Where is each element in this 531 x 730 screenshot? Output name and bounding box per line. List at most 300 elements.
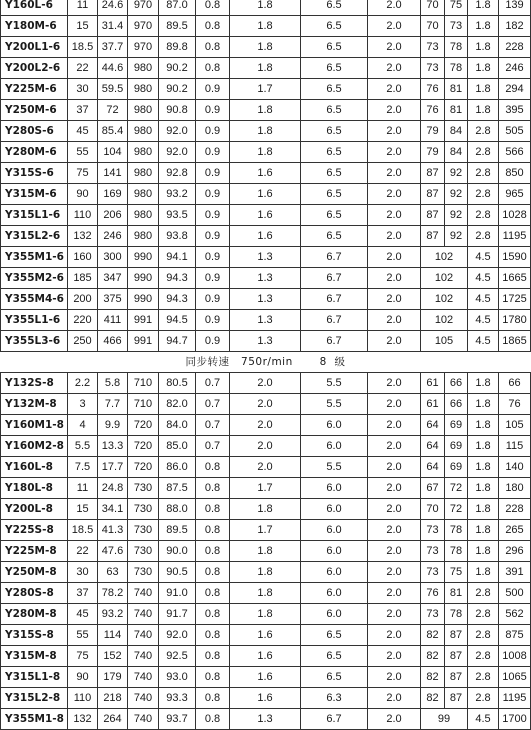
value-cell: 2.0 (368, 394, 421, 415)
value-cell: 0.8 (196, 688, 230, 709)
value-cell: 0.8 (196, 709, 230, 730)
value-cell: 93.7 (159, 709, 196, 730)
value-cell: 5.5 (68, 436, 98, 457)
value-cell: 92 (445, 226, 468, 247)
value-cell: 2.0 (368, 184, 421, 205)
table-row (1, 457, 531, 478)
value-cell: 730 (128, 478, 159, 499)
value-cell: 92 (445, 205, 468, 226)
value-cell: 1.7 (230, 79, 301, 100)
value-cell: 1.7 (230, 478, 301, 499)
value-cell: 2.2 (68, 373, 98, 394)
value-cell: 66 (445, 373, 468, 394)
value-cell: 2.0 (368, 289, 421, 310)
model-cell: Y132M-8 (1, 394, 68, 415)
value-cell: 94.3 (159, 289, 196, 310)
value-cell: 991 (128, 331, 159, 352)
table-row (1, 625, 531, 646)
value-cell: 2.0 (368, 625, 421, 646)
value-cell: 82 (421, 667, 445, 688)
value-cell: 78 (445, 541, 468, 562)
value-cell: 90.5 (159, 562, 196, 583)
value-cell: 1008 (499, 646, 531, 667)
model-cell: Y280S-6 (1, 121, 68, 142)
value-cell: 0.9 (196, 163, 230, 184)
value-cell: 73 (421, 58, 445, 79)
value-cell: 110 (68, 205, 98, 226)
value-cell: 18.5 (68, 37, 98, 58)
value-cell: 4.5 (468, 289, 499, 310)
value-cell: 0.9 (196, 310, 230, 331)
table-body (1, 0, 531, 730)
value-cell: 1700 (499, 709, 531, 730)
value-cell: 24.6 (98, 0, 128, 16)
model-cell: Y180M-6 (1, 16, 68, 37)
value-cell: 391 (499, 562, 531, 583)
value-cell: 90.2 (159, 79, 196, 100)
value-cell: 0.9 (196, 184, 230, 205)
value-cell: 0.8 (196, 541, 230, 562)
value-cell: 730 (128, 541, 159, 562)
table-row (1, 583, 531, 604)
table-row (1, 562, 531, 583)
value-cell: 93.5 (159, 205, 196, 226)
value-cell: 15 (68, 499, 98, 520)
value-cell: 1.3 (230, 310, 301, 331)
table-row (1, 226, 531, 247)
model-cell: Y160M1-8 (1, 415, 68, 436)
value-cell: 2.0 (368, 646, 421, 667)
value-cell: 6.0 (301, 415, 368, 436)
value-cell: 73 (421, 562, 445, 583)
value-cell: 87 (421, 184, 445, 205)
value-cell: 990 (128, 289, 159, 310)
value-cell: 0.9 (196, 331, 230, 352)
table-row (1, 142, 531, 163)
value-cell: 2.0 (368, 667, 421, 688)
value-cell: 0.7 (196, 415, 230, 436)
table-row (1, 604, 531, 625)
value-cell: 110 (68, 688, 98, 709)
value-cell: 86.0 (159, 457, 196, 478)
value-cell: 87 (421, 205, 445, 226)
value-cell: 37 (68, 583, 98, 604)
value-cell: 740 (128, 625, 159, 646)
value-cell: 2.0 (230, 436, 301, 457)
value-cell: 265 (499, 520, 531, 541)
value-cell: 980 (128, 184, 159, 205)
value-cell: 87 (445, 646, 468, 667)
table-row (1, 205, 531, 226)
value-cell: 66 (445, 394, 468, 415)
value-cell: 720 (128, 457, 159, 478)
value-cell: 0.8 (196, 520, 230, 541)
value-cell: 6.3 (301, 688, 368, 709)
value-cell: 2.0 (368, 562, 421, 583)
value-cell: 1.3 (230, 247, 301, 268)
value-cell: 6.0 (301, 562, 368, 583)
model-cell: Y280M-6 (1, 142, 68, 163)
value-cell: 91.7 (159, 604, 196, 625)
value-cell: 5.5 (301, 394, 368, 415)
model-cell: Y225M-8 (1, 541, 68, 562)
value-cell: 64 (421, 415, 445, 436)
value-cell: 500 (499, 583, 531, 604)
value-cell: 1.8 (230, 58, 301, 79)
value-cell: 6.5 (301, 163, 368, 184)
value-cell: 84 (445, 142, 468, 163)
value-cell: 740 (128, 709, 159, 730)
value-cell: 87 (445, 625, 468, 646)
value-cell: 2.8 (468, 121, 499, 142)
value-cell: 76 (421, 79, 445, 100)
value-cell: 980 (128, 100, 159, 121)
value-cell: 0.7 (196, 436, 230, 457)
value-cell: 73 (421, 541, 445, 562)
value-cell: 395 (499, 100, 531, 121)
value-cell: 0.8 (196, 37, 230, 58)
value-cell: 980 (128, 205, 159, 226)
value-cell: 1.8 (468, 520, 499, 541)
value-cell: 2.0 (230, 373, 301, 394)
value-cell: 6.5 (301, 625, 368, 646)
value-cell: 2.8 (468, 226, 499, 247)
value-cell: 82.0 (159, 394, 196, 415)
value-cell: 30 (68, 562, 98, 583)
table-row (1, 394, 531, 415)
value-cell: 2.0 (368, 247, 421, 268)
value-cell: 1028 (499, 205, 531, 226)
value-cell: 505 (499, 121, 531, 142)
value-cell: 11 (68, 0, 98, 16)
value-cell: 31.4 (98, 16, 128, 37)
value-cell: 1.6 (230, 226, 301, 247)
value-cell: 300 (98, 247, 128, 268)
value-cell: 78 (445, 37, 468, 58)
value-cell: 75 (445, 0, 468, 16)
value-cell: 180 (499, 478, 531, 499)
value-cell: 980 (128, 142, 159, 163)
value-cell: 82 (421, 646, 445, 667)
value-cell: 200 (68, 289, 98, 310)
value-cell: 93.8 (159, 226, 196, 247)
value-cell: 710 (128, 394, 159, 415)
table-row (1, 520, 531, 541)
value-cell: 246 (499, 58, 531, 79)
value-cell: 1.8 (230, 0, 301, 16)
value-cell: 2.0 (368, 478, 421, 499)
value-cell: 1.8 (468, 58, 499, 79)
table-row (1, 247, 531, 268)
value-cell: 6.0 (301, 436, 368, 457)
value-cell: 1.3 (230, 268, 301, 289)
value-cell: 1.8 (230, 562, 301, 583)
value-cell: 1.8 (230, 16, 301, 37)
model-cell: Y315M-8 (1, 646, 68, 667)
value-cell: 1.8 (468, 100, 499, 121)
value-cell: 73 (445, 16, 468, 37)
value-cell: 64 (421, 457, 445, 478)
value-cell: 9.9 (98, 415, 128, 436)
table-row (1, 37, 531, 58)
value-cell: 140 (499, 457, 531, 478)
value-cell: 375 (98, 289, 128, 310)
value-cell: 84 (445, 121, 468, 142)
value-cell: 0.8 (196, 604, 230, 625)
value-cell: 5.8 (98, 373, 128, 394)
value-cell: 2.0 (368, 709, 421, 730)
value-cell: 2.0 (368, 226, 421, 247)
model-cell: Y355M2-6 (1, 268, 68, 289)
value-cell: 2.0 (368, 541, 421, 562)
model-cell: Y180L-8 (1, 478, 68, 499)
value-cell: 2.0 (368, 415, 421, 436)
value-cell: 102 (421, 268, 468, 289)
value-cell: 72 (445, 478, 468, 499)
value-cell: 92 (445, 184, 468, 205)
value-cell: 250 (68, 331, 98, 352)
value-cell: 41.3 (98, 520, 128, 541)
value-cell: 1.8 (468, 541, 499, 562)
value-cell: 991 (128, 310, 159, 331)
value-cell: 0.8 (196, 583, 230, 604)
value-cell: 740 (128, 604, 159, 625)
model-cell: Y280S-8 (1, 583, 68, 604)
value-cell: 980 (128, 121, 159, 142)
value-cell: 6.0 (301, 478, 368, 499)
value-cell: 81 (445, 583, 468, 604)
value-cell: 75 (68, 646, 98, 667)
value-cell: 2.0 (368, 100, 421, 121)
table-row (1, 541, 531, 562)
value-cell: 0.8 (196, 499, 230, 520)
value-cell: 294 (499, 79, 531, 100)
value-cell: 78 (445, 604, 468, 625)
value-cell: 1.6 (230, 667, 301, 688)
value-cell: 6.0 (301, 541, 368, 562)
model-cell: Y355M1-6 (1, 247, 68, 268)
value-cell: 2.0 (368, 373, 421, 394)
value-cell: 94.7 (159, 331, 196, 352)
value-cell: 980 (128, 79, 159, 100)
model-cell: Y160L-8 (1, 457, 68, 478)
value-cell: 69 (445, 457, 468, 478)
table-row (1, 709, 531, 730)
value-cell: 94.3 (159, 268, 196, 289)
model-cell: Y250M-6 (1, 100, 68, 121)
value-cell: 1.8 (468, 436, 499, 457)
value-cell: 90.8 (159, 100, 196, 121)
value-cell: 1.8 (468, 37, 499, 58)
value-cell: 102 (421, 247, 468, 268)
value-cell: 1.8 (230, 37, 301, 58)
value-cell: 6.0 (301, 499, 368, 520)
value-cell: 1.8 (468, 562, 499, 583)
model-cell: Y132S-8 (1, 373, 68, 394)
model-cell: Y225M-6 (1, 79, 68, 100)
value-cell: 90 (68, 184, 98, 205)
value-cell: 87 (445, 667, 468, 688)
value-cell: 55 (68, 625, 98, 646)
value-cell: 1.3 (230, 331, 301, 352)
value-cell: 90.2 (159, 58, 196, 79)
value-cell: 1.6 (230, 205, 301, 226)
value-cell: 2.0 (230, 394, 301, 415)
value-cell: 93.3 (159, 688, 196, 709)
value-cell: 132 (68, 226, 98, 247)
value-cell: 1.6 (230, 688, 301, 709)
value-cell: 2.0 (368, 331, 421, 352)
value-cell: 2.8 (468, 184, 499, 205)
value-cell: 34.1 (98, 499, 128, 520)
value-cell: 78 (445, 520, 468, 541)
table-row (1, 100, 531, 121)
value-cell: 6.0 (301, 520, 368, 541)
value-cell: 2.8 (468, 625, 499, 646)
value-cell: 22 (68, 58, 98, 79)
model-cell: Y315L2-8 (1, 688, 68, 709)
value-cell: 2.0 (368, 499, 421, 520)
value-cell: 2.0 (368, 121, 421, 142)
value-cell: 1.8 (468, 415, 499, 436)
value-cell: 6.5 (301, 205, 368, 226)
value-cell: 0.8 (196, 562, 230, 583)
model-cell: Y355M4-6 (1, 289, 68, 310)
value-cell: 141 (98, 163, 128, 184)
value-cell: 59.5 (98, 79, 128, 100)
value-cell: 1.6 (230, 625, 301, 646)
value-cell: 185 (68, 268, 98, 289)
value-cell: 64 (421, 436, 445, 457)
value-cell: 0.9 (196, 205, 230, 226)
value-cell: 75 (68, 163, 98, 184)
value-cell: 206 (98, 205, 128, 226)
value-cell: 1.8 (468, 394, 499, 415)
model-cell: Y315L1-6 (1, 205, 68, 226)
value-cell: 72 (98, 100, 128, 121)
value-cell: 1.8 (468, 478, 499, 499)
value-cell: 93.2 (159, 184, 196, 205)
value-cell: 2.0 (368, 688, 421, 709)
value-cell: 115 (499, 436, 531, 457)
value-cell: 970 (128, 0, 159, 16)
value-cell: 78.2 (98, 583, 128, 604)
table-row (1, 373, 531, 394)
value-cell: 76 (421, 583, 445, 604)
value-cell: 7.5 (68, 457, 98, 478)
value-cell: 69 (445, 436, 468, 457)
value-cell: 730 (128, 562, 159, 583)
value-cell: 1.8 (468, 79, 499, 100)
value-cell: 2.0 (368, 268, 421, 289)
table-row (1, 184, 531, 205)
value-cell: 85.4 (98, 121, 128, 142)
value-cell: 2.8 (468, 688, 499, 709)
value-cell: 6.5 (301, 100, 368, 121)
value-cell: 70 (421, 499, 445, 520)
value-cell: 2.8 (468, 583, 499, 604)
value-cell: 566 (499, 142, 531, 163)
value-cell: 1065 (499, 667, 531, 688)
value-cell: 2.0 (368, 163, 421, 184)
model-cell: Y200L-8 (1, 499, 68, 520)
table-row (1, 331, 531, 352)
value-cell: 92.8 (159, 163, 196, 184)
value-cell: 1.3 (230, 289, 301, 310)
value-cell: 1.6 (230, 163, 301, 184)
section-row (1, 352, 531, 373)
value-cell: 1.8 (230, 121, 301, 142)
table-row (1, 646, 531, 667)
value-cell: 980 (128, 163, 159, 184)
model-cell: Y225S-8 (1, 520, 68, 541)
value-cell: 1.8 (230, 541, 301, 562)
value-cell: 0.9 (196, 100, 230, 121)
value-cell: 99 (421, 709, 468, 730)
value-cell: 69 (445, 415, 468, 436)
value-cell: 5.5 (301, 457, 368, 478)
table-row (1, 268, 531, 289)
value-cell: 2.0 (368, 520, 421, 541)
value-cell: 2.0 (368, 142, 421, 163)
value-cell: 104 (98, 142, 128, 163)
table-row (1, 163, 531, 184)
value-cell: 0.9 (196, 268, 230, 289)
value-cell: 92.0 (159, 121, 196, 142)
section-heading: 同步转速 750r/min 8 级 (1, 352, 531, 373)
value-cell: 6.5 (301, 142, 368, 163)
value-cell: 2.0 (368, 436, 421, 457)
model-cell: Y200L1-6 (1, 37, 68, 58)
table-row (1, 436, 531, 457)
value-cell: 88.0 (159, 499, 196, 520)
value-cell: 2.0 (368, 79, 421, 100)
value-cell: 0.7 (196, 394, 230, 415)
value-cell: 740 (128, 688, 159, 709)
value-cell: 0.9 (196, 79, 230, 100)
value-cell: 6.5 (301, 667, 368, 688)
value-cell: 7.7 (98, 394, 128, 415)
value-cell: 89.8 (159, 37, 196, 58)
value-cell: 0.8 (196, 667, 230, 688)
value-cell: 990 (128, 247, 159, 268)
value-cell: 4 (68, 415, 98, 436)
value-cell: 22 (68, 541, 98, 562)
value-cell: 228 (499, 499, 531, 520)
value-cell: 2.0 (368, 16, 421, 37)
model-cell: Y160L-6 (1, 0, 68, 16)
value-cell: 6.0 (301, 583, 368, 604)
value-cell: 55 (68, 142, 98, 163)
value-cell: 81 (445, 100, 468, 121)
value-cell: 182 (499, 16, 531, 37)
value-cell: 87 (421, 226, 445, 247)
value-cell: 92 (445, 163, 468, 184)
value-cell: 75 (445, 562, 468, 583)
value-cell: 970 (128, 37, 159, 58)
table-row (1, 79, 531, 100)
value-cell: 82 (421, 688, 445, 709)
value-cell: 6.5 (301, 121, 368, 142)
value-cell: 63 (98, 562, 128, 583)
value-cell: 44.6 (98, 58, 128, 79)
value-cell: 0.8 (196, 625, 230, 646)
table-row (1, 667, 531, 688)
value-cell: 82 (421, 625, 445, 646)
value-cell: 730 (128, 499, 159, 520)
value-cell: 6.0 (301, 604, 368, 625)
table-row (1, 121, 531, 142)
